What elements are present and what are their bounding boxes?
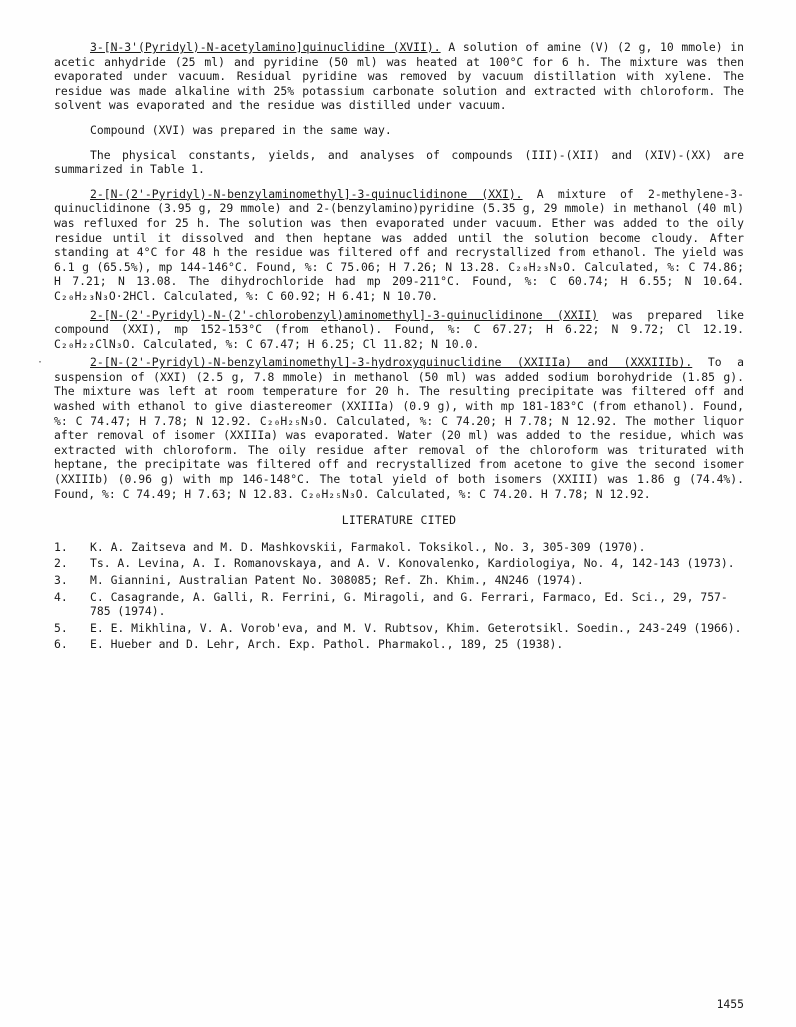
margin-mark: ·: [37, 357, 44, 368]
compound-heading: 2-[N-(2'-Pyridyl)-N-benzylaminomethyl]-3-quinuclidinone (XXI).: [90, 186, 523, 201]
reference-number: 4.: [54, 589, 68, 604]
paragraph-table-note: [54, 148, 744, 177]
literature-heading: LITERATURE CITED: [341, 513, 457, 528]
page-number: 1455: [716, 997, 744, 1011]
reference-text: E. Hueber and D. Lehr, Arch. Exp. Pathol. Pharmakol., 189, 25 (1938).: [90, 637, 564, 652]
paragraph-text: A mixture of 2-methylene-3-quinuclidinone (3.95 g, 29 mmole) and 2-(benzylamino)pyridine (5.35 g, 29 mmole) in methanol (40 ml) was refluxed for 25 h. The solution was then evaporated under vacuum. Ether was added to the oily residue until it dissolved and then heptane was added until the solution become cloudy. After standing at 4°C for 48 h the residue was filtered off and recrystallized from ethanol. The yield was 6.1 g (65.5%), mp 144-146°C. Found, %: C 75.06; H 7.26; N 13.28. C₂₀H₂₃N₃O. Calculated, %: C 74.86; H 7.21; N 13.08. The dihydrochloride had mp 209-211°C. Found, %: C 60.74; H 6.55; N 10.64. C₂₀H₂₃N₃O·2HCl. Calculated, %: C 60.92; H 6.41; N 10.70.: [54, 186, 744, 303]
reference-text: E. E. Mikhlina, V. A. Vorob'eva, and M. V. Rubtsov, Khim. Geterotsikl. Soedin., 243-249 (1966).: [90, 620, 742, 635]
paragraph-text: To a suspension of (XXI) (2.5 g, 7.8 mmole) in methanol (50 ml) was added sodium borohydride (1.85 g). The mixture was left at room temperature for 20 h. The resulting precipitate was filtered off and washed with ethanol to give diastereomer (XXIIIa) (0.9 g), with mp 181-183°C (from ethanol). Found, %: C 74.47; H 7.78; N 12.92. C₂₀H₂₅N₃O. Calculated, %: C 74.20; H 7.78; N 12.92. The mother liquor after removal of isomer (XXIIIa) was evaporated. Water (20 ml) was added to the residue, which was extracted with chloroform. The oily residue after removal of the chloroform was triturated with heptane, the precipitate was filtered off and recrystallized from acetone to give the second isomer (XXIIIb) (0.96 g) with mp 146-148°C. The total yield of both isomers (XXIII) was 1.86 g (74.4%). Found, %: C 74.49; H 7.63; N 12.83. C₂₀H₂₅N₃O. Calculated, %: C 74.20. H 7.78; N 12.92.: [54, 355, 744, 501]
compound-heading: 2-[N-(2'-Pyridyl)-N-benzylaminomethyl]-3-hydroxyquinuclidine (XXIIIa) and (XXXIIIb).: [90, 355, 693, 370]
reference-number: 5.: [54, 620, 68, 635]
reference-text: C. Casagrande, A. Galli, R. Ferrini, G. Miragoli, and G. Ferrari, Farmaco, Ed. Sci., 29, 757-785 (1974).: [90, 589, 728, 619]
page-body: [54, 40, 744, 654]
reference-item: [54, 621, 744, 636]
paragraph-xxiii: [54, 355, 744, 501]
reference-number: 3.: [54, 573, 68, 587]
paragraph-xxi: [54, 187, 744, 304]
compound-heading: 2-[N-(2'-Pyridyl)-N-(2'-chlorobenzyl)aminomethyl]-3-quinuclidinone (XXII): [90, 307, 599, 322]
paragraph-text: A solution of amine (V) (2 g, 10 mmole) in acetic anhydride (25 ml) and pyridine (50 ml) was heated at 100°C for 6 h. The mixture was then evaporated under vacuum. Residual pyridine was removed by vacuum distillation with xylene. The residue was made alkaline with 25% potassium carbonate solution and extracted with chloroform. The solvent was evaporated and the residue was distilled under vacuum.: [54, 40, 745, 113]
paragraph-text: The physical constants, yields, and analyses of compounds (III)-(XII) and (XIV)-(XX) are summarized in Table 1.: [54, 147, 744, 177]
compound-heading: 3-[N-3'(Pyridyl)-N-acetylamino]quinuclidine (XVII).: [90, 40, 441, 54]
reference-item: [54, 540, 744, 555]
reference-list: [54, 540, 744, 652]
reference-text: Ts. A. Levina, A. I. Romanovskaya, and A. V. Konovalenko, Kardiologiya, No. 4, 142-143 (1973).: [90, 556, 735, 571]
reference-number: 1.: [54, 539, 68, 554]
paragraph-text: was prepared like compound (XXI), mp 152-153°C (from ethanol). Found, %: C 67.27; H 6.22; N 9.72; Cl 12.19. C₂₀H₂₂ClN₃O. Calculated, %: C 67.47; H 6.25; Cl 11.82; N 10.0.: [54, 307, 744, 351]
reference-item: [54, 637, 744, 652]
paragraph-text: Compound (XVI) was prepared in the same way.: [90, 122, 392, 137]
reference-item: [54, 590, 744, 619]
paragraph-xvi: [54, 123, 744, 138]
reference-item: [54, 573, 744, 588]
reference-number: 6.: [54, 637, 68, 652]
reference-number: 2.: [54, 556, 68, 571]
paragraph-xvii: [54, 40, 744, 113]
reference-text: K. A. Zaitseva and M. D. Mashkovskii, Farmakol. Toksikol., No. 3, 305-309 (1970).: [90, 539, 646, 554]
paragraph-xxii: [54, 308, 744, 352]
reference-item: [54, 556, 744, 571]
reference-text: M. Giannini, Australian Patent No. 308085; Ref. Zh. Khim., 4N246 (1974).: [90, 573, 584, 587]
